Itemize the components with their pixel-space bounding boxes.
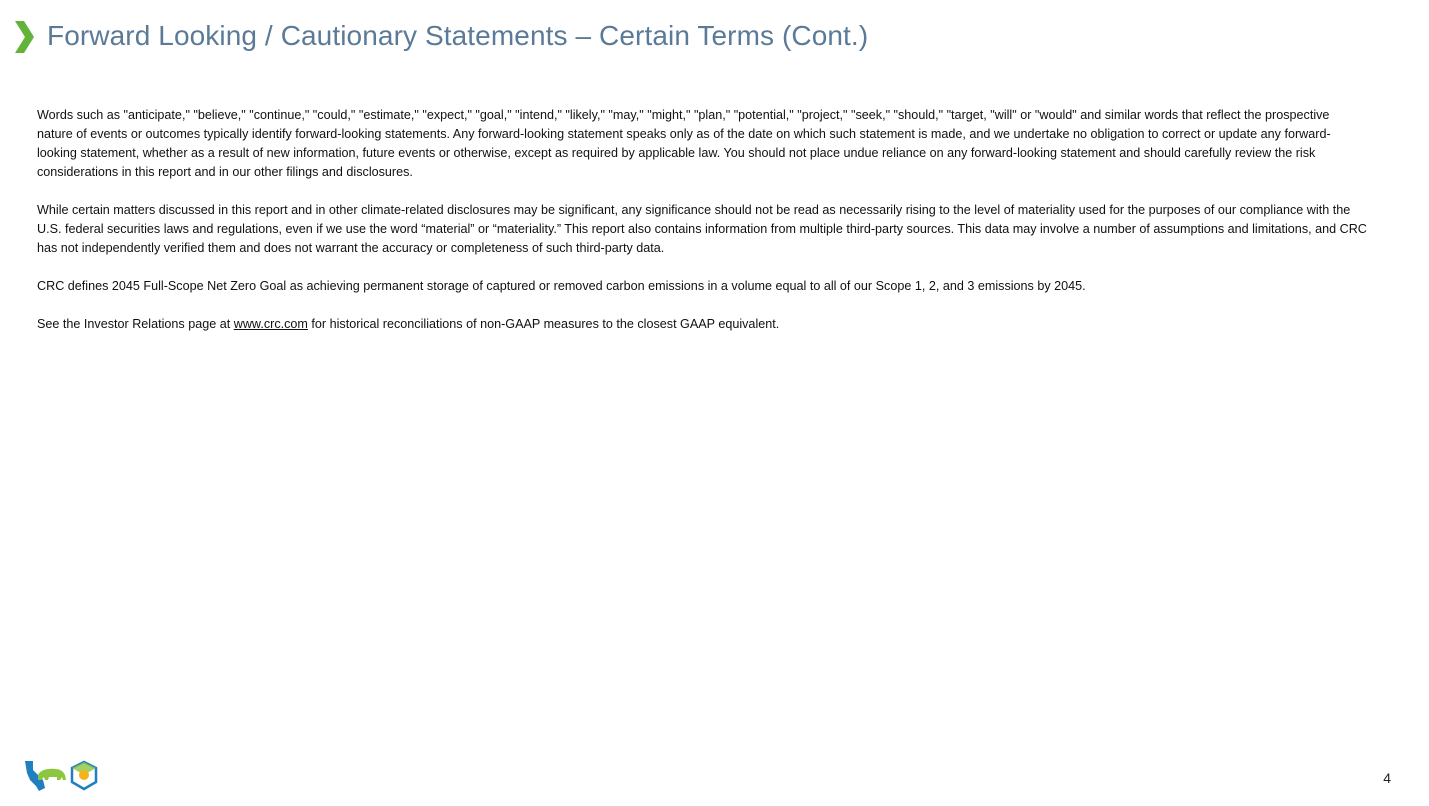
ir-text-suffix: for historical reconciliations of non-GAAP measures to the closest GAAP equivalent. — [307, 317, 780, 331]
paragraph-materiality: While certain matters discussed in this report and in other climate-related disclosures may be significant, any significance should not be read as necessarily rising to the level of materiality used for the purposes of our compliance with the U.S. federal securities laws and regulations, even if we use the word “material” or “materiality.” This report also contains information from multiple third-party sources. This data may involve a number of assumptions and limitations, and CRC has not independently verified them and does not warrant the accuracy or completeness of such third-party data. — [37, 203, 1367, 255]
paragraph-investor-relations — [37, 315, 1367, 334]
crc-logo — [22, 758, 104, 794]
paragraph-net-zero: CRC defines 2045 Full-Scope Net Zero Goal as achieving permanent storage of captured or removed carbon emissions in a volume equal to all of our Scope 1, 2, and 3 emissions by 2045. — [37, 279, 1086, 293]
chevron-right-icon — [13, 21, 35, 53]
slide-body — [37, 106, 1367, 353]
paragraph-terms: Words such as "anticipate," "believe," "continue," "could," "estimate," "expect," "goal," "intend," "likely," "may," "might," "plan," "potential," "project," "seek," "should," "target, "will" or "would" and similar words that reflect the prospective nature of events or outcomes typically identify forward-looking statements. Any forward-looking statement speaks only as of the date on which such statement is made, and we undertake no obligation to correct or update any forward-looking statement, whether as a result of new information, future events or otherwise, except as required by applicable law. You should not place undue reliance on any forward-looking statement and should carefully review the risk considerations in this report and in our other filings and disclosures. — [37, 108, 1331, 179]
page-number: 4 — [1383, 770, 1391, 786]
ir-text-prefix: See the Investor Relations page at — [37, 317, 234, 331]
crc-website-link[interactable]: www.crc.com — [233, 317, 308, 331]
slide-title: Forward Looking / Cautionary Statements – Certain Terms (Cont.) — [47, 20, 869, 51]
